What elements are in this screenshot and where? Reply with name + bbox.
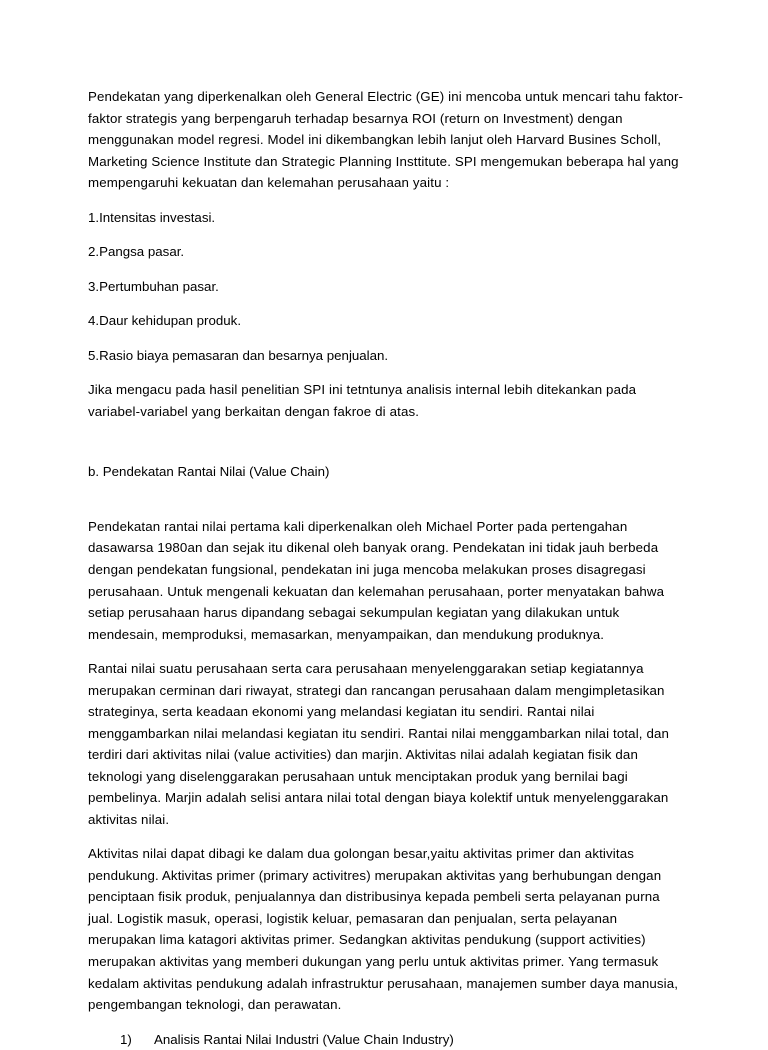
list-item-4: 4.Daur kehidupan produk. (88, 313, 242, 329)
paragraph-after-list: Jika mengacu pada hasil penelitian SPI ini tetntunya analisis internal lebih ditekankan pada variabel-variabel yang berkaitan dengan fakroe di atas. (88, 382, 637, 419)
sub-numbered-label: Analisis Rantai Nilai Industri (Value Chain Industry) (154, 1031, 454, 1047)
paragraph-body-1: Pendekatan rantai nilai pertama kali diperkenalkan oleh Michael Porter pada pertengahan dasawarsa 1980an dan sejak itu dikenal oleh banyak orang. Pendekatan ini tidak jauh berbeda dengan pendekatan fungsional, pendekatan ini juga mencoba melakukan proses disagregasi perusahaan. Untuk mengenali kekuatan dan kelemahan perusahaan, porter menyatakan bahwa setiap perusahaan harus dipandang sebagai sekumpulan kegiatan yang dilakukan untuk mendesain, memproduksi, memasarkan, menyampaikan, dan mendukung produknya. (88, 518, 665, 642)
sub-numbered-marker: 1) (120, 1031, 132, 1047)
list-item-3: 3.Pertumbuhan pasar. (88, 278, 219, 294)
paragraph-body-2: Rantai nilai suatu perusahaan serta cara perusahaan menyelenggarakan setiap kegiatannya merupakan cerminan dari riwayat, strategi dan rancangan perusahaan dalam mengimpletasikan strateginya, serta keadaan ekonomi yang melandasi kegiatan itu sendiri. Rantai nilai menggambarkan nilai melandasi kegiatan itu sendiri. Rantai nilai menggambarkan nilai total, dan terdiri dari aktivitas nilai (value activities) dan marjin. Aktivitas nilai adalah kegiatan fisik dan teknologi yang diselenggarakan perusahaan untuk menciptakan produk yang bernilai bagi pembelinya. Marjin adalah selisi antara nilai total dengan biaya kolektif untuk menyelenggarakan aktivitas nilai. (88, 661, 670, 827)
paragraph-intro: Pendekatan yang diperkenalkan oleh General Electric (GE) ini mencoba untuk mencari tahu faktor-faktor strategis yang berpengaruh terhadap besarnya ROI (return on Investment) dengan menggunakan model regresi. Model ini dikembangkan lebih lanjut oleh Harvard Busines Scholl, Marketing Science Institute dan Strategic Planning Insttitute. SPI mengemukan beberapa hal yang mempengaruhi kekuatan dan kelemahan perusahaan yaitu : (88, 89, 684, 191)
list-item-1: 1.Intensitas investasi. (88, 209, 216, 225)
sub-numbered-item (88, 1029, 684, 1050)
paragraph-body-3: Aktivitas nilai dapat dibagi ke dalam dua golongan besar,yaitu aktivitas primer dan aktivitas pendukung. Aktivitas primer (primary activitres) merupakan aktivitas yang berhubungan dengan penciptaan fisik produk, penjualannya dan distribusinya kepada pembeli serta pelayanan purna jual. Logistik masuk, operasi, logistik keluar, pemasaran dan penjualan, serta pelayanan merupakan lima katagori aktivitas primer. Sedangkan aktivitas pendukung (support activities) merupakan aktivitas yang memberi dukungan yang perlu untuk aktivitas primer. Yang termasuk kedalam aktivitas pendukung adalah infrastruktur perusahaan, manajemen sumber daya manusia, pengembangan teknologi, dan perawatan. (88, 846, 679, 1013)
list-item-5: 5.Rasio biaya pemasaran dan besarnya penjualan. (88, 347, 389, 363)
section-heading-value-chain: b. Pendekatan Rantai Nilai (Value Chain) (88, 464, 330, 480)
heading-spacer (88, 496, 684, 516)
section-spacer (88, 435, 684, 461)
list-item-2: 2.Pangsa pasar. (88, 244, 185, 260)
